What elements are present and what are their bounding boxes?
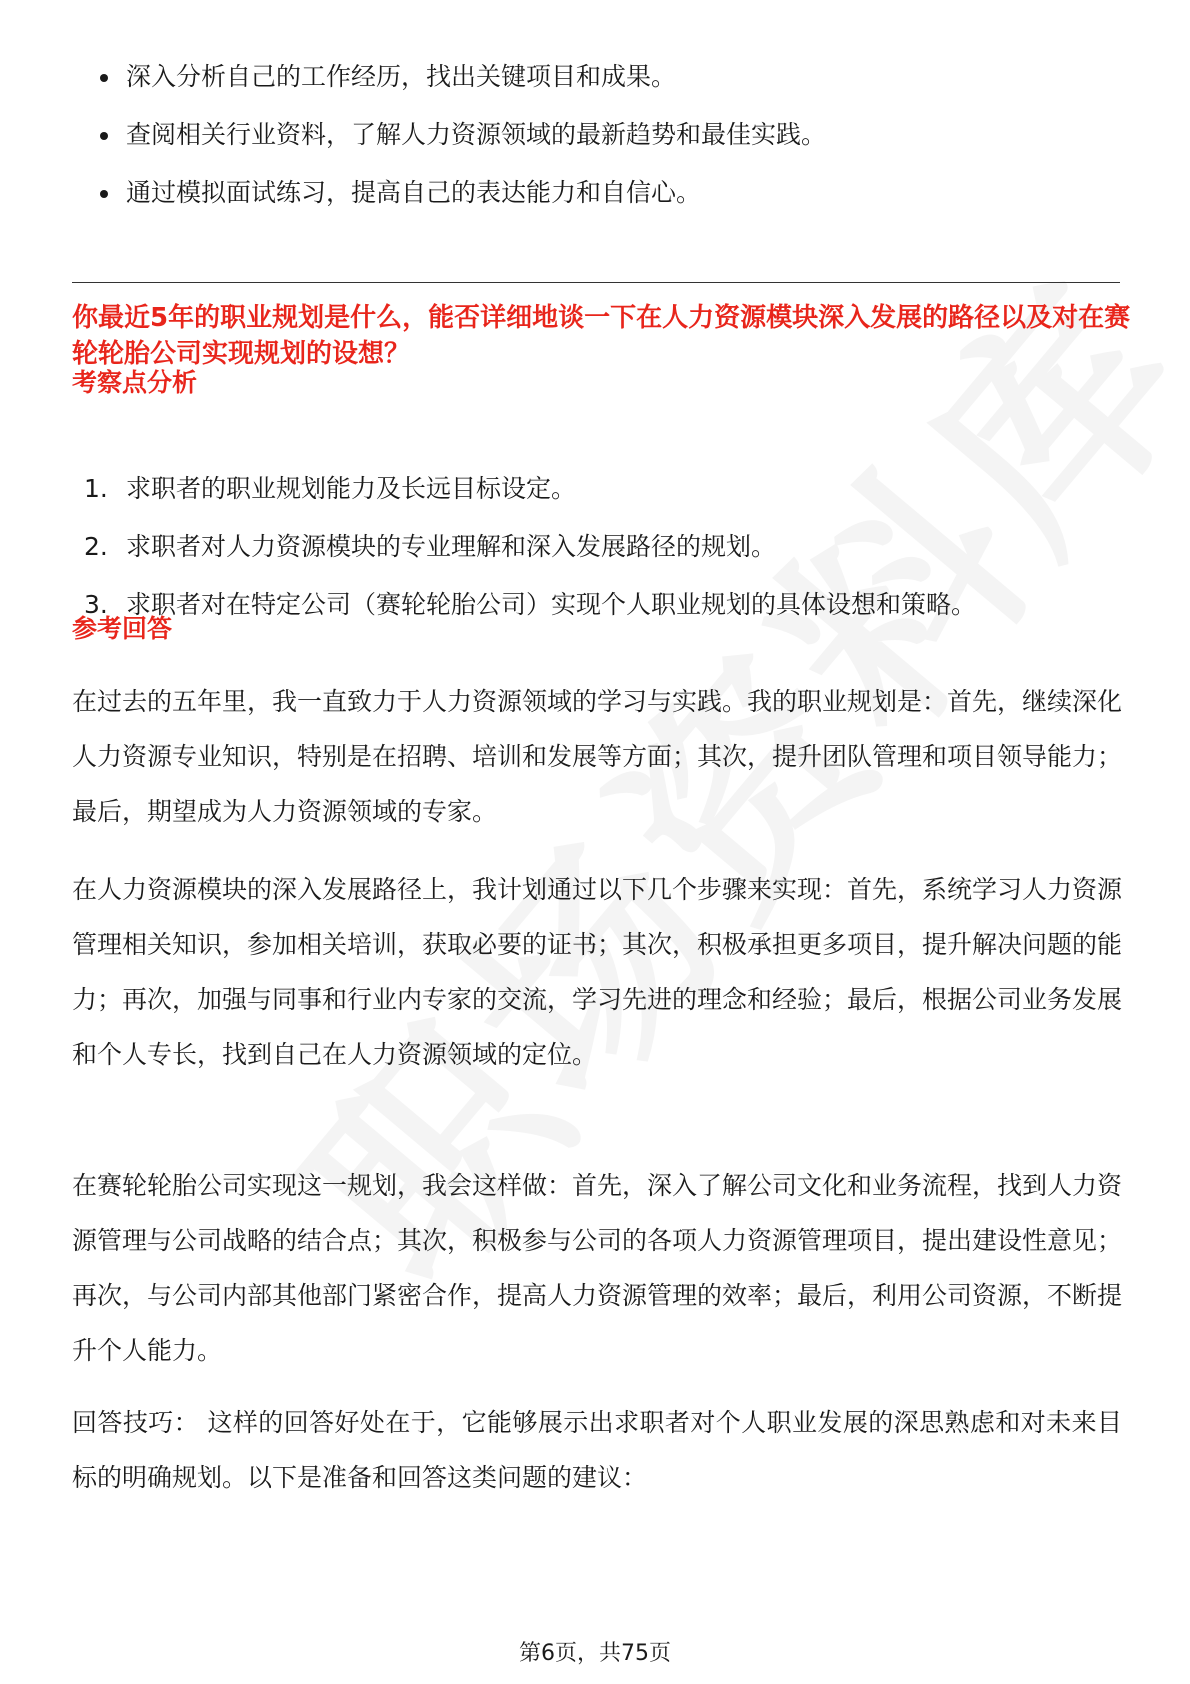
section-divider: [72, 282, 1120, 283]
list-item: 深入分析自己的工作经历，找出关键项目和成果。: [96, 62, 1106, 120]
intro-bullet-list: [96, 62, 1106, 236]
list-item-text: 求职者对人力资源模块的专业理解和深入发展路径的规划。: [126, 532, 777, 561]
list-number: 1.: [84, 474, 108, 503]
list-item: [84, 532, 1134, 590]
list-item: [84, 474, 1134, 532]
answer-heading: 参考回答: [72, 614, 173, 643]
question-heading: 你最近5年的职业规划是什么，能否详细地谈一下在人力资源模块深入发展的路径以及对在赛轮轮胎公司实现规划的设想？: [72, 303, 1131, 369]
analysis-list: [84, 474, 1134, 648]
answer-paragraph: 在赛轮轮胎公司实现这一规划，我会这样做：首先，深入了解公司文化和业务流程，找到人力资源管理与公司战略的结合点；其次，积极参与公司的各项人力资源管理项目，提出建设性意见；再次，与公司内部其他部门紧密合作，提高人力资源管理的效率；最后，利用公司资源，不断提升个人能力。: [72, 1171, 1123, 1365]
list-item-text: 求职者的职业规划能力及长远目标设定。: [126, 474, 577, 503]
page-number: 第6页，共75页: [519, 1641, 671, 1666]
list-number: 2.: [84, 532, 108, 561]
answer-paragraph: 在人力资源模块的深入发展路径上，我计划通过以下几个步骤来实现：首先，系统学习人力资源管理相关知识，参加相关培训，获取必要的证书；其次，积极承担更多项目，提升解决问题的能力；再次，加强与同事和行业内专家的交流，学习先进的理念和经验；最后，根据公司业务发展和个人专长，找到自己在人力资源领域的定位。: [72, 875, 1123, 1069]
analysis-heading: 考察点分析: [72, 368, 198, 397]
list-item: [84, 590, 1134, 648]
list-number: 3.: [84, 590, 108, 619]
list-item-text: 求职者对在特定公司（赛轮轮胎公司）实现个人职业规划的具体设想和策略。: [126, 590, 977, 619]
list-item: 查阅相关行业资料，了解人力资源领域的最新趋势和最佳实践。: [96, 120, 1106, 178]
list-item: 通过模拟面试练习，提高自己的表达能力和自信心。: [96, 178, 1106, 236]
answer-paragraph: 在过去的五年里，我一直致力于人力资源领域的学习与实践。我的职业规划是：首先，继续深化人力资源专业知识，特别是在招聘、培训和发展等方面；其次，提升团队管理和项目领导能力；最后，期望成为人力资源领域的专家。: [72, 687, 1123, 826]
answer-tips-paragraph: 回答技巧： 这样的回答好处在于，它能够展示出求职者对个人职业发展的深思熟虑和对未来目标的明确规划。以下是准备和回答这类问题的建议：: [72, 1408, 1122, 1492]
